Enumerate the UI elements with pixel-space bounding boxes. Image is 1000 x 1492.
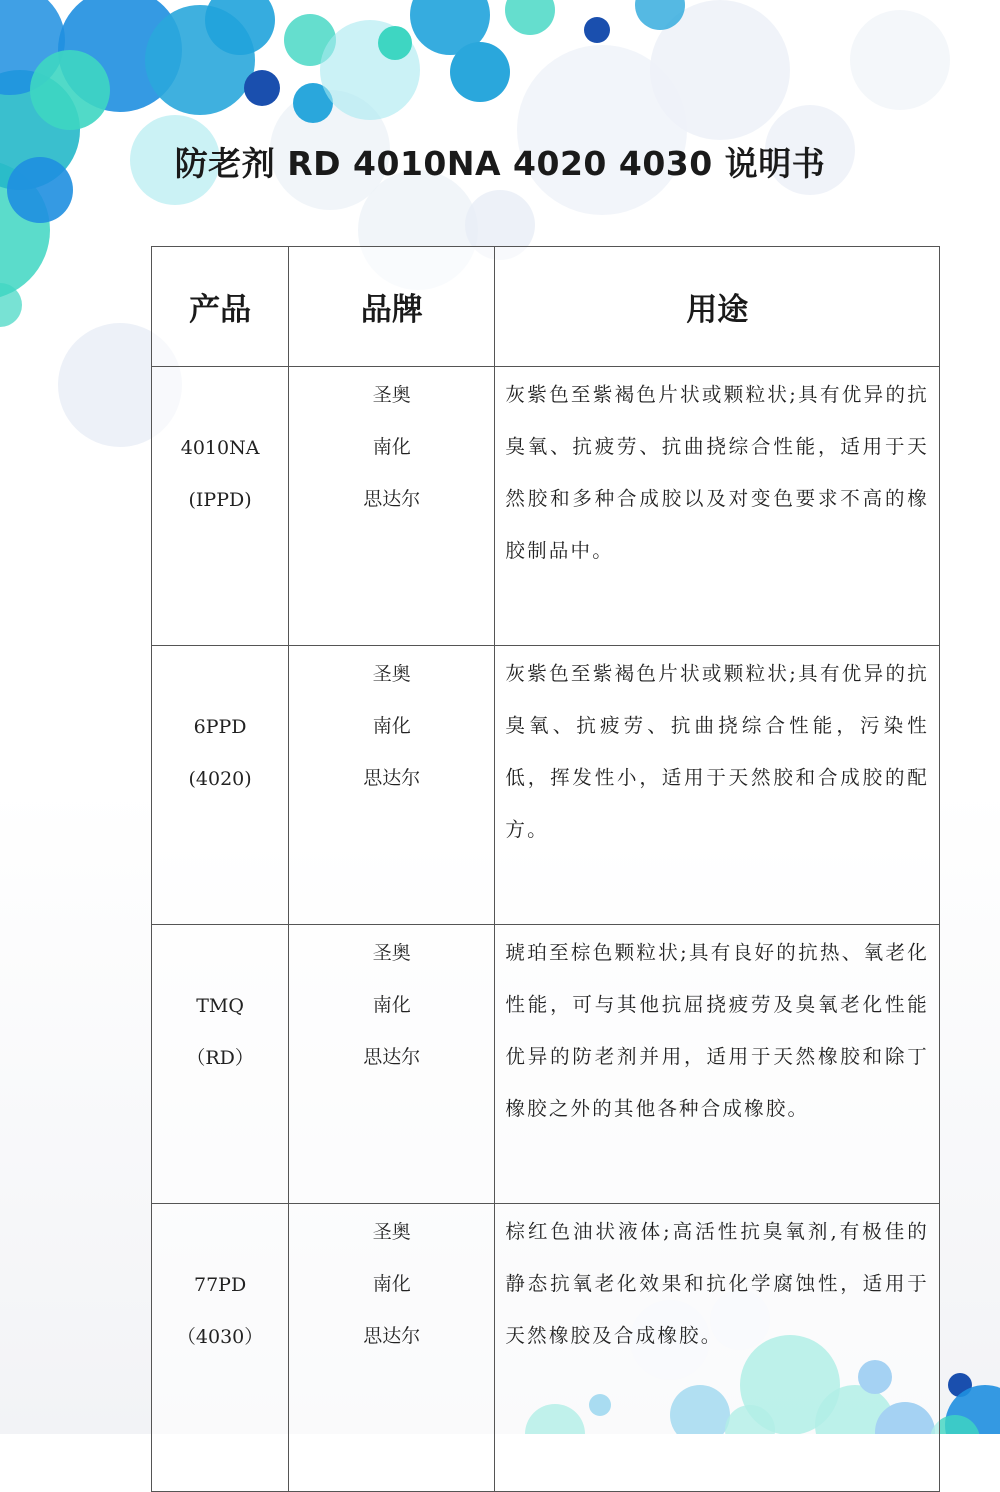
table-row [152,925,940,1204]
product-cell [152,1204,289,1492]
header-usage: 用途 [495,247,940,367]
usage-cell: 琥珀至棕色颗粒状;具有良好的抗热、氧老化性能，可与其他抗屈挠疲劳及臭氧老化性能优异的防老剂并用，适用于天然橡胶和除丁橡胶之外的其他各种合成橡胶。 [495,925,940,1204]
product-code: （RD） [186,1047,254,1069]
product-cell [152,646,289,925]
brand-name: 圣奥 [372,663,411,685]
table-row [152,367,940,646]
brand-cell [289,925,495,1204]
usage-cell: 灰紫色至紫褐色片状或颗粒状;具有优异的抗臭氧、抗疲劳、抗曲挠综合性能，污染性低，挥发性小，适用于天然胶和合成胶的配方。 [495,646,940,925]
brand-cell [289,367,495,646]
usage-cell: 棕红色油状液体;高活性抗臭氧剂,有极佳的静态抗氧老化效果和抗化学腐蚀性，适用于天然橡胶及合成橡胶。 [495,1204,940,1492]
bubble [244,70,280,106]
brand-name: 圣奥 [372,1221,411,1243]
bubble [584,17,610,43]
bubble [0,283,22,327]
table-row [152,1204,940,1492]
product-cell [152,925,289,1204]
brand-cell [289,646,495,925]
brand-name: 思达尔 [363,488,421,510]
product-cell [152,367,289,646]
usage-cell: 灰紫色至紫褐色片状或颗粒状;具有优异的抗臭氧、抗疲劳、抗曲挠综合性能，适用于天然胶和多种合成胶以及对变色要求不高的橡胶制品中。 [495,367,940,646]
product-code: （4030） [176,1326,264,1348]
brand-name: 圣奥 [372,384,411,406]
product-table [151,246,940,1492]
header-product: 产品 [152,247,289,367]
brand-name: 南化 [372,436,411,458]
bubble [450,42,510,102]
product-code: (IPPD) [188,489,252,511]
brand-name: 南化 [372,994,411,1016]
brand-name: 南化 [372,1273,411,1295]
product-code: (4020) [188,768,252,790]
bubble [850,10,950,110]
bubble [30,50,110,130]
table-row [152,646,940,925]
bubble [505,0,555,35]
brand-name: 思达尔 [363,1046,421,1068]
document-title: 防老剂 RD 4010NA 4020 4030 说明书 [174,144,826,183]
product-name: 6PPD [193,716,247,738]
brand-cell [289,1204,495,1492]
brand-name: 思达尔 [363,1325,421,1347]
bubble [378,26,412,60]
table-header-row [152,247,940,367]
brand-name: 思达尔 [363,767,421,789]
brand-name: 南化 [372,715,411,737]
product-name: 77PD [193,1274,247,1296]
header-brand: 品牌 [289,247,495,367]
brand-name: 圣奥 [372,942,411,964]
product-name: 4010NA [180,437,260,459]
product-name: TMQ [196,995,244,1017]
